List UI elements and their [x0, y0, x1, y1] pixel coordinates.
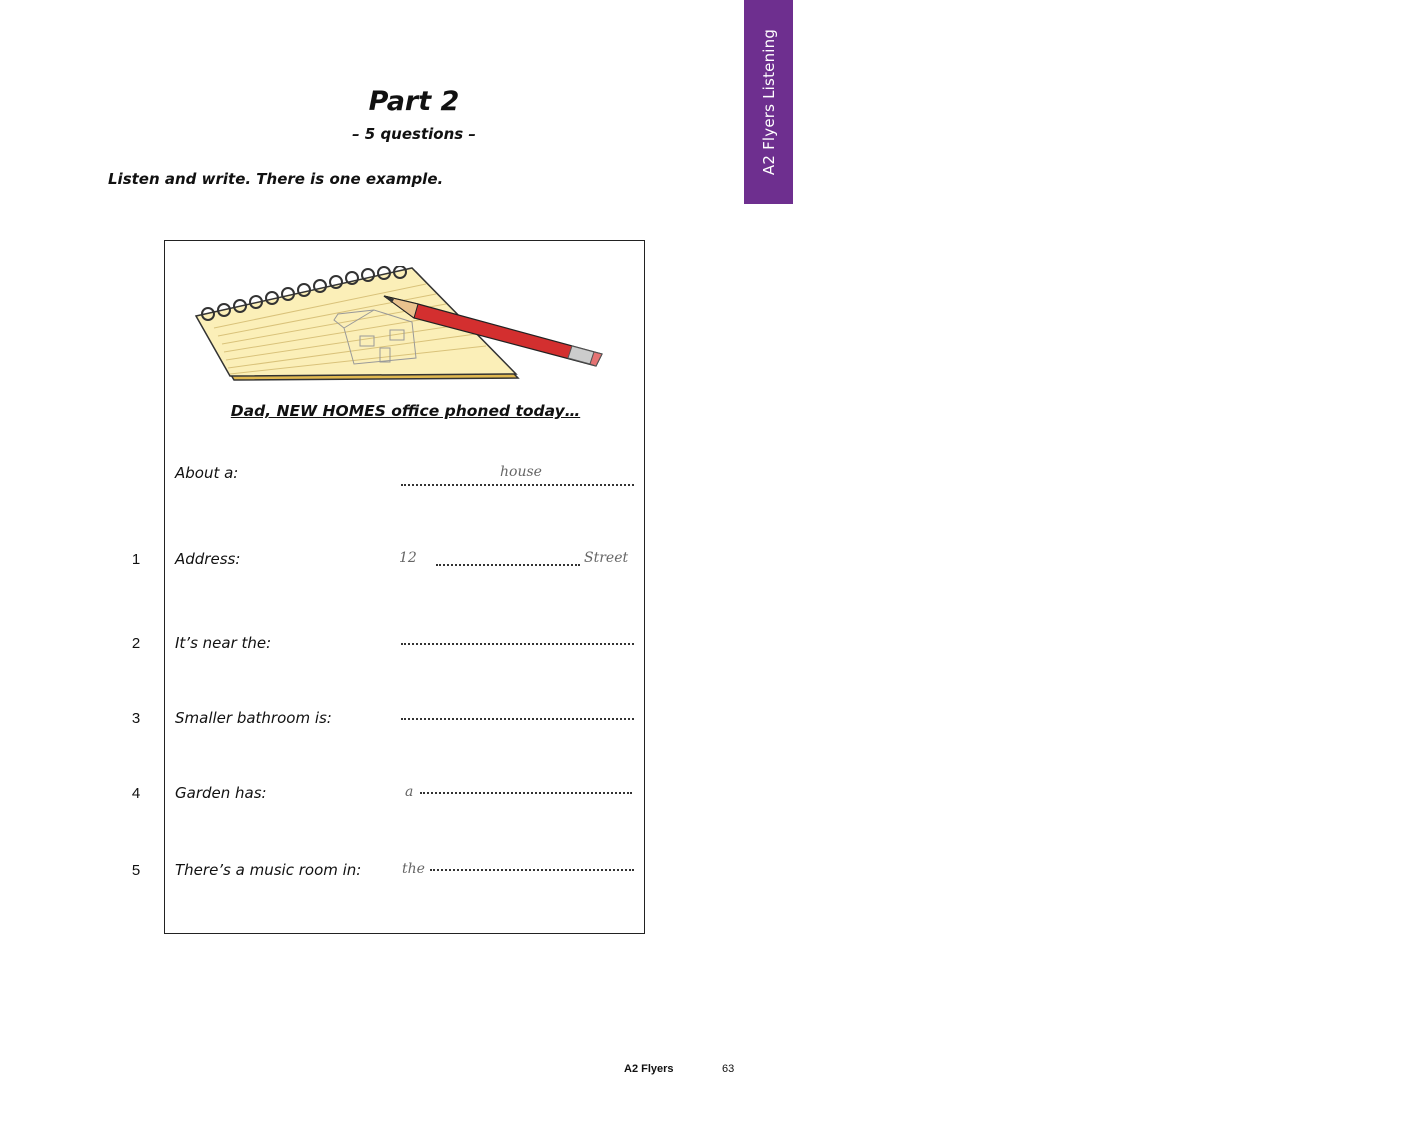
page-number: 63: [722, 1063, 735, 1075]
notes-heading: Dad, NEW HOMES office phoned today…: [230, 402, 581, 420]
question-label-2: It’s near the:: [175, 634, 272, 652]
instruction: Listen and write. There is one example.: [108, 170, 444, 188]
answer-line-2[interactable]: [401, 643, 634, 645]
notepad-with-pencil-icon: [194, 266, 608, 384]
question-number-3: 3: [131, 710, 141, 727]
question-number-5: 5: [131, 862, 141, 879]
question-label-3: Smaller bathroom is:: [175, 709, 332, 727]
answer-line-5[interactable]: [430, 869, 634, 871]
question-label-5: There’s a music room in:: [175, 861, 362, 879]
question-number-1: 1: [131, 551, 141, 568]
example-label: About a:: [175, 464, 239, 482]
side-tab-label: A2 Flyers Listening: [759, 28, 778, 176]
side-tab: [744, 0, 793, 204]
question-label-1: Address:: [175, 550, 241, 568]
answer-line-4[interactable]: [420, 792, 632, 794]
question-suffix-1: Street: [584, 550, 629, 566]
part-subtitle: – 5 questions –: [352, 125, 476, 143]
part-title: Part 2: [368, 86, 460, 117]
example-answer: house: [500, 464, 542, 480]
question-prefix-4: a: [405, 784, 414, 800]
answer-line-3[interactable]: [401, 718, 634, 720]
question-label-4: Garden has:: [175, 784, 267, 802]
question-number-2: 2: [131, 635, 141, 652]
example-answer-line: [401, 484, 634, 486]
question-number-4: 4: [131, 785, 141, 802]
footer-title: A2 Flyers: [624, 1063, 674, 1075]
question-prefix-1: 12: [399, 550, 417, 566]
question-prefix-5: the: [402, 861, 425, 877]
answer-line-1[interactable]: [436, 564, 580, 566]
